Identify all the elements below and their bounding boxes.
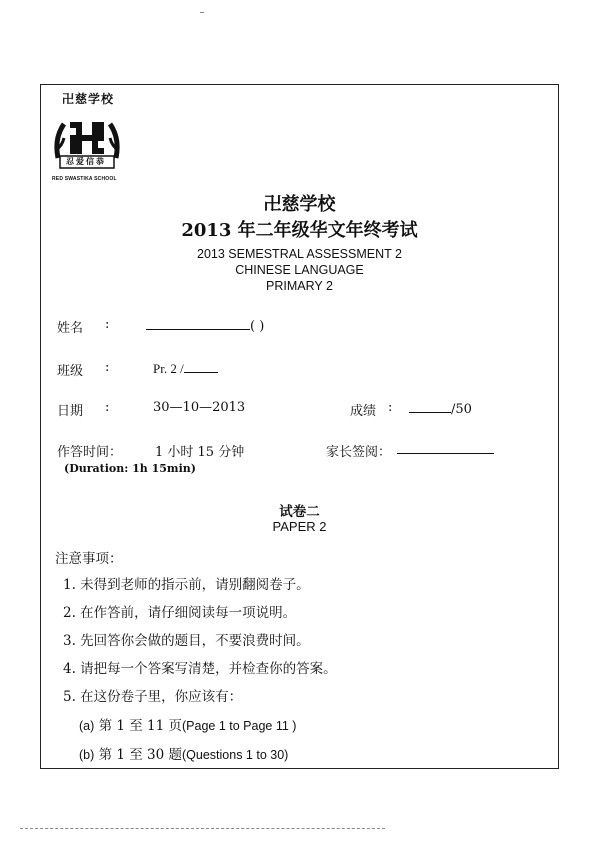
instruction-item: 2. 在作答前，请仔细阅读每一项说明。 [63, 605, 297, 621]
scan-artifact-dot [200, 12, 204, 13]
class-value: Pr. 2 / [153, 361, 184, 376]
name-label: 姓名 [57, 321, 84, 336]
subject-title-en: CHINESE LANGUAGE [235, 263, 364, 277]
school-title-cn: 卍慈学校 [263, 194, 336, 215]
instruction-item: 1. 未得到老师的指示前，请别翻阅卷子。 [63, 577, 310, 593]
instruction-subitem-a [79, 714, 296, 734]
logo-motto: 忍爱信恭 [66, 156, 106, 166]
time-label: 作答时间： [57, 445, 123, 460]
score-field[interactable] [409, 400, 472, 417]
paper-title-cn: 试卷二 [279, 504, 320, 520]
subitem-a-text-cn: 第 1 至 11 页 [94, 718, 183, 734]
name-field[interactable] [146, 317, 264, 334]
date-colon: : [105, 400, 110, 415]
instructions-heading: 注意事项： [55, 551, 123, 567]
time-value: 1 小时 15 分钟 [155, 445, 245, 460]
score-total: /50 [451, 402, 472, 417]
exam-title-en: 2013 SEMESTRAL ASSESSMENT 2 [197, 247, 402, 261]
scan-artifact-line [20, 828, 385, 829]
class-label: 班级 [57, 364, 84, 379]
instruction-item: 5. 在这份卷子里，你应该有： [63, 689, 243, 705]
level-title-en: PRIMARY 2 [266, 279, 333, 293]
name-colon: : [105, 317, 110, 332]
instruction-item: 3. 先回答你会做的题目，不要浪费时间。 [63, 633, 310, 649]
logo-english-name: RED SWASTIKA SCHOOL [52, 176, 117, 182]
score-label: 成绩 [350, 404, 377, 419]
subitem-a-marker: (a) [79, 719, 95, 733]
subitem-b-marker: (b) [79, 748, 95, 762]
duration-en: (Duration: 1h 15min) [64, 462, 196, 475]
class-field[interactable] [153, 360, 218, 377]
logo-cjk-text: 卍慈学校 [62, 92, 115, 106]
parent-signature-field[interactable] [397, 441, 494, 454]
parent-signature-label: 家长签阅： [326, 445, 392, 460]
exam-title-cn: 2013 年二年级华文年终考试 [181, 220, 418, 241]
index-number-paren: ( ) [250, 319, 265, 334]
school-logo [52, 88, 122, 180]
score-colon: : [388, 400, 393, 415]
instruction-subitem-b [79, 743, 288, 763]
subitem-a-text-en: (Page 1 to Page 11 ) [182, 719, 297, 733]
date-value: 30—10—2013 [153, 400, 246, 415]
date-label: 日期 [57, 404, 84, 419]
class-colon: : [105, 360, 110, 375]
paper-title-en: PAPER 2 [272, 519, 327, 534]
subitem-b-text-en: (Questions 1 to 30) [182, 748, 289, 762]
subitem-b-text-cn: 第 1 至 30 题 [94, 747, 183, 763]
instruction-item: 4. 请把每一个答案写清楚，并检查你的答案。 [63, 661, 337, 677]
